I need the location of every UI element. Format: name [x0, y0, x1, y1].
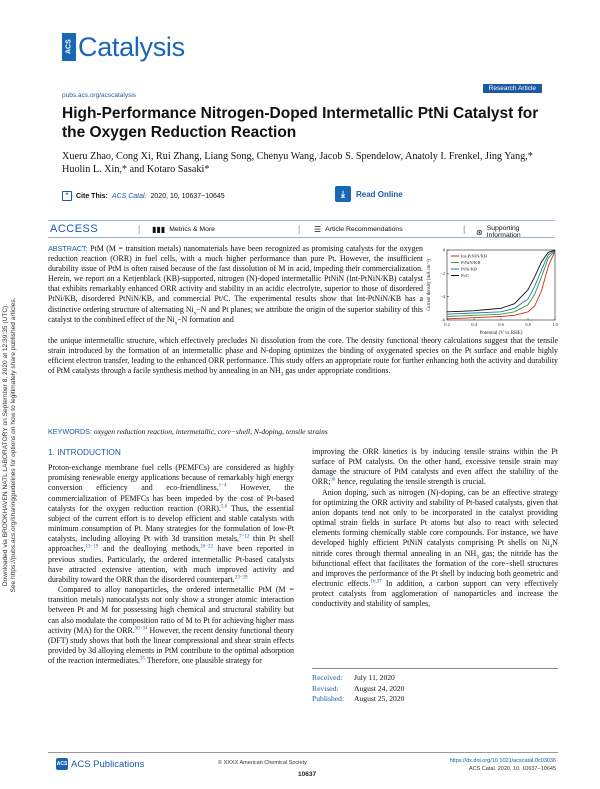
- read-online-icon: ⤓: [335, 186, 351, 202]
- supporting-info-icon: ⊛: [476, 227, 483, 237]
- footer-divider: [48, 752, 558, 753]
- text: hence, regulating the tensile strength is crucial.: [335, 477, 486, 487]
- intro-paragraph-4: [312, 488, 558, 610]
- subscript: x: [174, 321, 178, 327]
- intro-paragraph-3: [312, 447, 558, 488]
- text: gas; the nitride has the bifunctional effect that facilitates the formation of the core−shell structures and improves the performance of the Pt shell by inducing both geometric and electronic effects.: [312, 548, 558, 589]
- text: Anion doping, such as nitrogen (N)-doping, can be an effective strategy for optimizing the ORR activity and stability of Pt-based catalysts, given that anion dopants tend not only to be incorporated in the catalyst providing optimal strain fields in surface Pt atoms but also to react with selected elements forming chemically stable core compounds. For instance, we have developed highly efficient PtNiN catalysts comprising Pt shells on Ni: [312, 487, 558, 548]
- x-tick-label: 1.0: [552, 322, 558, 327]
- abstract-text-4: the unique intermetallic structure, which effectively precludes Ni dissolution from the core. The density functional theory calculations suggest that the tensile strain introduced by the formation of an intermetallic phase and N-doping optimizes the binding of oxygenated species on the Pt surface and enable highly efficient electron transfer, leading to the enhanced ORR performance. This study offers an appropriate route for further enhancing both the activity and durability of PtM catalysts through a facile synthesis method by annealing in an NH: [48, 336, 558, 376]
- page-number: 10637: [298, 771, 317, 778]
- body-left-column: [48, 447, 294, 666]
- abstract-continued: [48, 336, 558, 376]
- journal-url-row: [62, 84, 542, 99]
- revised-date: August 24, 2020: [354, 683, 405, 693]
- supporting-info-link[interactable]: [476, 225, 555, 239]
- received-date-row: [312, 673, 404, 684]
- metrics-label: Metrics & More: [169, 226, 215, 233]
- download-notice: [2, 210, 26, 680]
- legend-label: Int-PtNiN/KB: [461, 253, 488, 259]
- reference-link[interactable]: 13−19: [85, 544, 99, 550]
- x-tick-label: 0.8: [525, 322, 531, 327]
- text: Therefore, one plausible strategy for: [145, 656, 262, 666]
- article-dates: [312, 673, 404, 705]
- doi-block: [450, 758, 556, 773]
- x-tick-label: 0.6: [498, 322, 504, 327]
- cite-icon: ❝: [62, 191, 72, 201]
- divider: |: [298, 224, 301, 234]
- reference-link[interactable]: 36: [330, 477, 336, 483]
- reference-link[interactable]: 35: [140, 656, 146, 662]
- subscript: 3: [476, 555, 479, 561]
- legend-label: PtNiN/KB: [461, 260, 481, 266]
- keywords-text: oxygen reduction reaction, intermetallic, core−shell, N-doping, tensile strains: [93, 427, 328, 436]
- read-online-button[interactable]: [335, 184, 403, 204]
- subscript: 4: [549, 544, 553, 550]
- text: Thus, the essential subject of the current effort is to develop efficient and stable catalysts with minimum consumption of Pt. Many strategies for the formulation of low-Pt catalysts, including alloying Pt with 3d transition metals,: [48, 503, 294, 544]
- y-axis-label: Current density (mA cm⁻²): [427, 258, 432, 312]
- cite-label: Cite This:: [76, 192, 108, 200]
- download-notice-line2: See https://pubs.acs.org/sharingguidelines for options on how to legitimately share published articles.: [10, 297, 17, 593]
- recommendations-label: Article Recommendations: [325, 226, 403, 233]
- read-online-label: Read Online: [356, 189, 403, 199]
- reference-link[interactable]: 5,6: [220, 504, 228, 510]
- text: thin Pt shell approaches,: [48, 534, 294, 554]
- text: improving the ORR kinetics is by inducing tensile strains within the Pt surface of PtM catalysts. On the other hand, excessive tensile strain may damage the structure of PtM catalysts and even affect the stability of the ORR;: [312, 447, 558, 487]
- section-heading-introduction: 1. INTRODUCTION: [48, 447, 121, 457]
- published-date: August 25, 2020: [354, 694, 405, 703]
- footer-citation: ACS Catal. 2020, 10, 10637−10645: [469, 765, 556, 772]
- access-bar: [48, 220, 555, 238]
- access-label: ACCESS: [50, 223, 99, 235]
- legend-label: Pt/C: [461, 273, 470, 279]
- abstract-text-1: PtM (M = transition metals) nanomaterials have been recognized as promising catalysts for the oxygen reduction reaction (ORR) in fuel cells, with a much higher performance than pure Pt. However, the insufficient durability issue of PtM is often raised because of the fast dissolution of M in acid, impeding their commercialization. Herein, we report on a Ketjenblack (KB)-supported, nitrogen (N)-doped intermetallic PtNiN (Int-PtNiN/KB) catalyst that exhibits remarkably enhanced ORR activity and stability in an acidic electrolyte, superior to those of disordered PtNi/KB, disordered PtNiN/KB, and commercial Pt/C. The experimental results show that Int-PtNiN/KB has a distinctive ordering structure of alternating Ni: [48, 244, 423, 314]
- intro-paragraph-1: [48, 463, 294, 585]
- keywords: [48, 427, 558, 437]
- metrics-icon: ▮▮▮: [152, 225, 166, 234]
- subscript: 3: [280, 372, 284, 378]
- reference-link[interactable]: 20−22: [200, 544, 213, 550]
- received-date: July 11, 2020: [354, 673, 395, 682]
- dates-divider: [312, 668, 558, 669]
- cite-details: 2020, 10, 10637−10645: [150, 192, 225, 200]
- divider: |: [138, 224, 141, 234]
- acs-publications-label: ACS Publications: [71, 758, 145, 770]
- toc-polarization-chart: [425, 244, 560, 336]
- y-tick-label: -4: [441, 294, 445, 300]
- download-notice-line1: Downloaded via BROOKHAVEN NATL LABORATORY on September 8, 2020 at 12:39:35 (UTC).: [2, 303, 9, 587]
- article-type-badge: Research Article: [483, 84, 542, 93]
- published-label: Published:: [312, 694, 345, 703]
- intro-paragraph-2: [48, 585, 294, 666]
- x-axis-label: Potential (V vs RHE): [479, 331, 523, 336]
- supporting-info-label: Supporting Information: [486, 225, 521, 239]
- journal-name: Catalysis: [78, 31, 185, 62]
- cite-this[interactable]: [62, 191, 225, 201]
- cite-journal: ACS Catal.: [111, 192, 147, 200]
- keywords-label: KEYWORDS:: [48, 427, 92, 436]
- y-tick-label: -6: [441, 317, 445, 323]
- text: However, the commercialization of PEMFCs has been impeded by the cost of Pt-based catalysts for the oxygen reduction reaction (ORR).: [48, 483, 294, 513]
- body-right-column: [312, 447, 558, 610]
- legend-label: PtNi/KB: [461, 266, 478, 272]
- revised-label: Revised:: [312, 683, 339, 693]
- revised-date-row: [312, 684, 404, 695]
- reference-link[interactable]: 1−4: [218, 483, 227, 489]
- reference-link[interactable]: 30−34: [134, 626, 148, 632]
- acs-mark: ACS: [62, 33, 76, 61]
- text: N nitride cores through thermal annealing in an NH: [312, 538, 558, 558]
- article-title: High-Performance Nitrogen-Doped Intermetallic PtNi Catalyst for the Oxygen Reduction Reaction: [62, 105, 539, 141]
- subscript: x: [193, 311, 197, 317]
- x-tick-label: 0.2: [444, 322, 450, 327]
- x-tick-label: 0.4: [471, 322, 477, 327]
- published-date-row: [312, 694, 404, 705]
- reference-link[interactable]: 23−29: [234, 575, 248, 581]
- acs-publications-logo[interactable]: [56, 758, 144, 770]
- recommendations-link[interactable]: [314, 225, 403, 234]
- metrics-link[interactable]: [152, 225, 215, 234]
- text: However, the recent density functional theory (DFT) study shows that both the linear compressional and shear strain effects provided by 3d alloying elements in PtM contribute to the optimal adsorption of the reaction intermediates.: [48, 625, 295, 666]
- abstract: [48, 244, 423, 325]
- text: and the dealloying methods,: [98, 544, 201, 554]
- doi-link[interactable]: https://dx.doi.org/10.1021/acscatal.0c03036: [449, 758, 556, 764]
- journal-logo[interactable]: [62, 30, 185, 64]
- divider: |: [463, 224, 466, 234]
- author-list: Xueru Zhao, Cong Xi, Rui Zhang, Liang Song, Chenyu Wang, Jacob S. Spendelow, Anatoly I. Frenkel, Jing Yang,* Huolin L. Xin,* and Kotaro Sasaki*: [62, 151, 533, 175]
- text: Compared to alloy nanoparticles, the ordered intermetallic PtM (M = transition metals) nanocatalysts not only show a stronger atomic interaction between Pt and M for possessing high chemical and structural stability but can also modulate the composition ratio of M to Pt for achieving higher mass activity (MA) for the ORR.: [48, 585, 294, 635]
- text: In addition, a carbon support can very effectively protect catalysts from agglomeration of nanoparticles and increase the conductivity and stability of samples,: [312, 579, 558, 609]
- y-tick-label: 0: [442, 247, 445, 253]
- abstract-label: ABSTRACT:: [48, 244, 88, 253]
- received-label: Received:: [312, 673, 343, 682]
- abstract-text-2: −N and Pt planes; we attribute the origin of the superior stability of this catalyst to the combined effect of the Ni: [48, 304, 423, 324]
- reference-link[interactable]: 7−12: [239, 534, 250, 540]
- reference-link[interactable]: 16,37: [370, 579, 382, 585]
- y-tick-label: -2: [441, 270, 445, 276]
- copyright: © XXXX American Chemical Society: [218, 760, 307, 766]
- abstract-text-3: −N formation and: [177, 314, 234, 324]
- text: have been reported in previous studies. Particularly, the ordered intermetallic Pt-based catalysts have attracted extensive attention, with much improved activity and durability toward the ORR than the disordered counterpart.: [48, 544, 294, 584]
- abstract-text-5: gas under appropriate conditions.: [283, 366, 391, 376]
- text: Proton-exchange membrane fuel cells (PEMFCs) are considered as highly promising renewable energy applications because of remarkably high energy conversion efficiency and eco-friendliness.: [48, 463, 294, 493]
- journal-url-link[interactable]: pubs.acs.org/acscatalysis: [62, 92, 137, 99]
- recommendations-icon: ☰: [314, 225, 322, 234]
- acs-publications-mark: ACS: [56, 758, 68, 770]
